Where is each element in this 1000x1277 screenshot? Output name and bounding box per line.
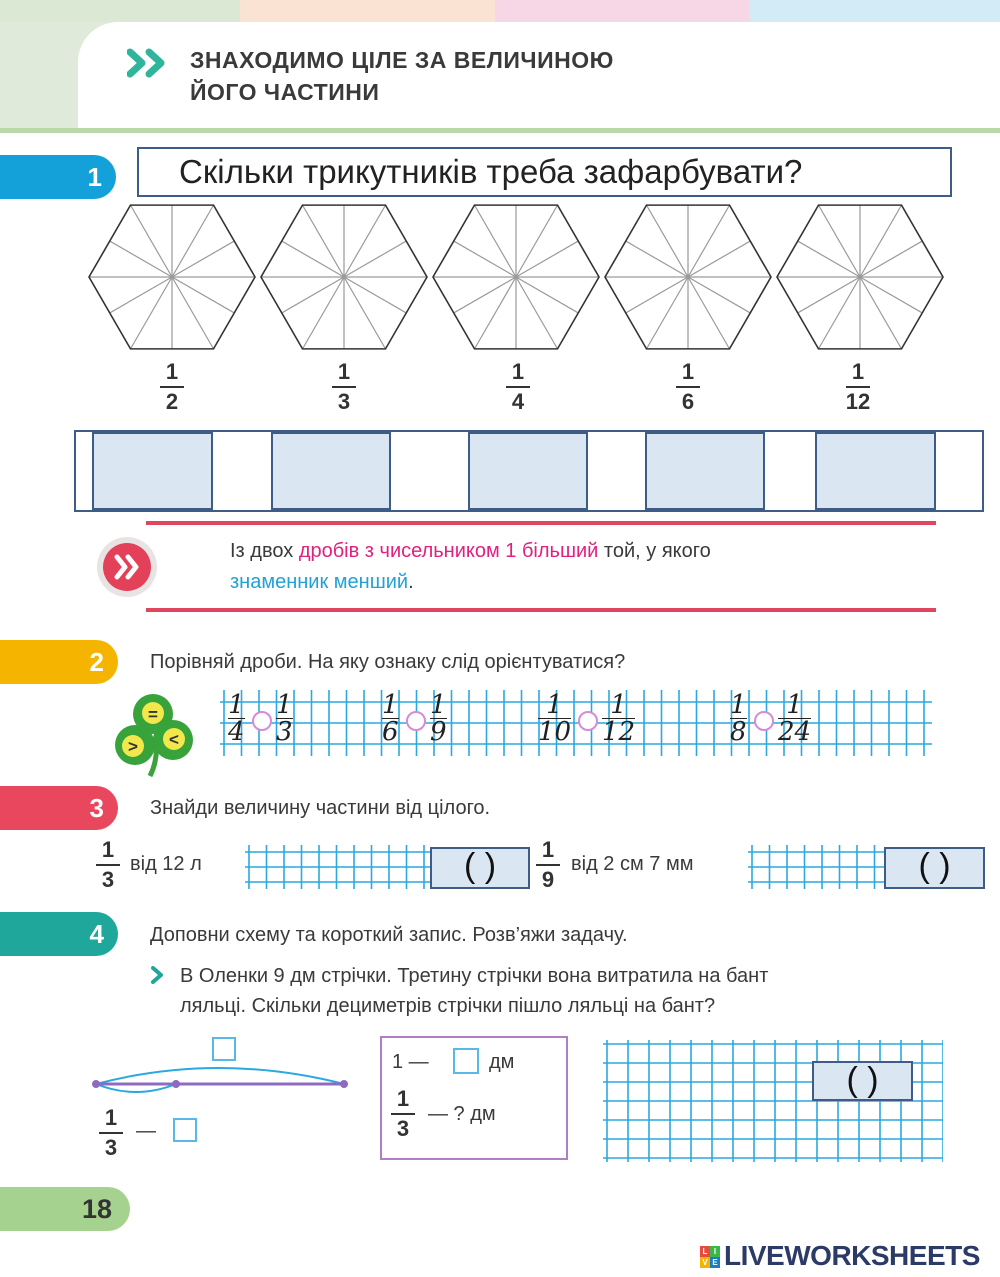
answer-box-2[interactable]	[271, 432, 391, 510]
task-4-grid	[603, 1040, 943, 1162]
fraction-bar	[536, 864, 560, 866]
rule-part5: .	[408, 571, 414, 593]
comparison-circle-3[interactable]	[578, 711, 598, 731]
scheme-dash: —	[136, 1120, 156, 1142]
hexagon-1	[89, 205, 255, 349]
page-title-line1: ЗНАХОДИМО ЦІЛЕ ЗА ВЕЛИЧИНОЮ	[190, 47, 614, 73]
pair-4-right-fraction	[778, 692, 811, 745]
note-num: 1	[396, 1086, 410, 1111]
badge-v: V	[700, 1257, 710, 1268]
hw-denominator: 6	[382, 717, 399, 747]
page-title-line2: ЙОГО ЧАСТИНИ	[190, 79, 380, 105]
badge-e: E	[710, 1257, 720, 1268]
task-3-left-den: 3	[101, 867, 115, 892]
fraction-bar	[332, 386, 356, 388]
note-den: 3	[396, 1116, 410, 1141]
hw-numerator: 1	[276, 690, 293, 720]
hw-denominator: 4	[228, 717, 245, 747]
fraction-numerator: 1	[165, 359, 179, 384]
task-4-problem	[180, 961, 768, 1021]
task-4-problem-line1: В Оленки 9 дм стрічки. Третину стрічки вона витратила на бант	[180, 965, 769, 987]
chevron-right-icon	[150, 966, 164, 984]
task-2-number: 2	[89, 647, 104, 677]
hw-numerator: 1	[228, 690, 245, 720]
hw-denominator: 12	[602, 717, 636, 747]
rule-text-line1	[230, 536, 711, 567]
hw-denominator: 8	[730, 717, 747, 747]
pair-3-left-fraction	[538, 692, 571, 745]
fraction-bar	[160, 386, 184, 388]
task-3-right-grid	[748, 845, 888, 889]
hw-denominator: 9	[430, 717, 447, 747]
note-row2-text: — ? дм	[428, 1103, 496, 1125]
answer-box-3[interactable]	[468, 432, 588, 510]
task-3-left-text: від 12 л	[130, 853, 202, 875]
top-strip-green	[0, 0, 240, 22]
rule-line-bottom	[146, 608, 936, 612]
page-number: 18	[0, 1187, 130, 1231]
hw-numerator: 1	[610, 690, 627, 720]
fraction-numerator: 1	[851, 359, 865, 384]
rule-arrow-icon	[96, 536, 158, 598]
note-fraction	[383, 1087, 423, 1141]
scheme-total-box[interactable]	[212, 1037, 236, 1061]
hexagon-fraction-3	[498, 360, 538, 414]
hw-numerator: 1	[382, 690, 399, 720]
scheme-den: 3	[104, 1135, 118, 1160]
pair-1-left-fraction	[228, 692, 245, 745]
comparison-circle-1[interactable]	[252, 711, 272, 731]
fraction-bar	[846, 386, 870, 388]
clover-equal-sign: =	[148, 705, 158, 724]
badge-i: I	[710, 1246, 720, 1257]
page-title	[190, 44, 614, 108]
task-3-right-num: 1	[541, 837, 555, 862]
rule-line-top	[146, 521, 936, 525]
task-3-number: 3	[89, 793, 104, 823]
task-3-left-fraction	[88, 838, 128, 892]
top-strip-pink	[495, 0, 750, 22]
hexagon-fraction-1	[152, 360, 192, 414]
comparison-circle-4[interactable]	[754, 711, 774, 731]
header-divider	[0, 128, 1000, 133]
fraction-denominator: 6	[681, 389, 695, 414]
fraction-bar	[506, 386, 530, 388]
task-4-answer[interactable]: ( )	[812, 1061, 913, 1101]
rule-part3: той, у якого	[598, 540, 711, 562]
fraction-denominator: 12	[845, 389, 871, 414]
clover-less-sign: <	[169, 730, 179, 749]
note-row1-box[interactable]	[453, 1048, 479, 1074]
pair-1-right-fraction	[276, 692, 293, 745]
badge-l: L	[700, 1246, 710, 1257]
task-3-text: Знайди величину частини від цілого.	[150, 797, 491, 819]
fraction-numerator: 1	[511, 359, 525, 384]
hexagon-5	[777, 205, 943, 349]
fraction-bar	[96, 864, 120, 866]
task-4-number: 4	[89, 919, 104, 949]
pair-2-left-fraction	[382, 692, 399, 745]
task-1-tab	[0, 155, 116, 199]
fraction-numerator: 1	[337, 359, 351, 384]
hw-numerator: 1	[786, 690, 803, 720]
fraction-bar	[676, 386, 700, 388]
task-4-text: Доповни схему та короткий запис. Розв’яжи задачу.	[150, 924, 628, 946]
scheme-num: 1	[104, 1105, 118, 1130]
scheme-part-box[interactable]	[173, 1118, 197, 1142]
liveworksheets-wordmark: LIVEWORKSHEETS	[724, 1240, 980, 1271]
fraction-bar	[391, 1113, 415, 1115]
task-2-text: Порівняй дроби. На яку ознаку слід орієнтуватися?	[150, 651, 626, 673]
rule-part2: дробів з чисельником 1 більший	[298, 540, 599, 562]
scheme-fraction	[91, 1106, 131, 1160]
hw-denominator: 24	[778, 717, 812, 747]
task-1-number: 1	[87, 162, 102, 192]
task-1-question: Скільки трикутників треба зафарбувати?	[137, 147, 952, 197]
task-3-right-fraction	[528, 838, 568, 892]
pair-2-right-fraction	[430, 692, 447, 745]
note-row1-left: 1 —	[392, 1051, 429, 1073]
task-4-problem-line2: ляльці. Скільки дециметрів стрічки пішло ляльці на бант?	[180, 995, 716, 1017]
fraction-denominator: 2	[165, 389, 179, 414]
hw-numerator: 1	[546, 690, 563, 720]
task-3-right-answer[interactable]: ( )	[884, 847, 985, 889]
task-4-tab	[0, 912, 118, 956]
hexagon-fraction-4	[668, 360, 708, 414]
task-3-left-answer[interactable]: ( )	[430, 847, 530, 889]
hw-numerator: 1	[730, 690, 747, 720]
answer-box-4[interactable]	[645, 432, 765, 510]
note-row1-unit: дм	[489, 1051, 515, 1073]
pair-4-left-fraction	[730, 692, 747, 745]
rule-part1: Із двох	[230, 540, 299, 562]
comparison-circle-2[interactable]	[406, 711, 426, 731]
top-strip-peach	[240, 0, 495, 22]
hexagon-4	[605, 205, 771, 349]
answer-box-1[interactable]	[92, 432, 213, 510]
rule-text	[230, 536, 711, 598]
hexagon-fraction-2	[324, 360, 364, 414]
hw-denominator: 10	[538, 717, 572, 747]
hexagon-fraction-5	[838, 360, 878, 414]
clover-greater-sign: >	[128, 737, 138, 756]
fraction-denominator: 3	[337, 389, 351, 414]
answer-box-5[interactable]	[815, 432, 936, 510]
hexagons-row	[0, 195, 1000, 360]
task-3-left-num: 1	[101, 837, 115, 862]
rule-part4: знаменник менший	[230, 571, 409, 593]
hw-denominator: 3	[276, 717, 293, 747]
task-3-left-grid	[245, 845, 435, 889]
task-3-right-text: від 2 см 7 мм	[571, 853, 694, 875]
fraction-denominator: 4	[511, 389, 525, 414]
task-3-tab	[0, 786, 118, 830]
top-strip-blue	[750, 0, 1000, 22]
fraction-bar	[99, 1132, 123, 1134]
hexagon-3	[433, 205, 599, 349]
double-chevron-icon	[127, 48, 173, 78]
clover-icon	[110, 690, 205, 778]
pair-3-right-fraction	[602, 692, 635, 745]
task-3-right-den: 9	[541, 867, 555, 892]
task-2-tab	[0, 640, 118, 684]
hw-numerator: 1	[430, 690, 447, 720]
fraction-numerator: 1	[681, 359, 695, 384]
rule-text-line2	[230, 567, 711, 598]
task-2-grid	[220, 690, 932, 756]
hexagon-2	[261, 205, 427, 349]
liveworksheets-badge	[700, 1246, 720, 1268]
